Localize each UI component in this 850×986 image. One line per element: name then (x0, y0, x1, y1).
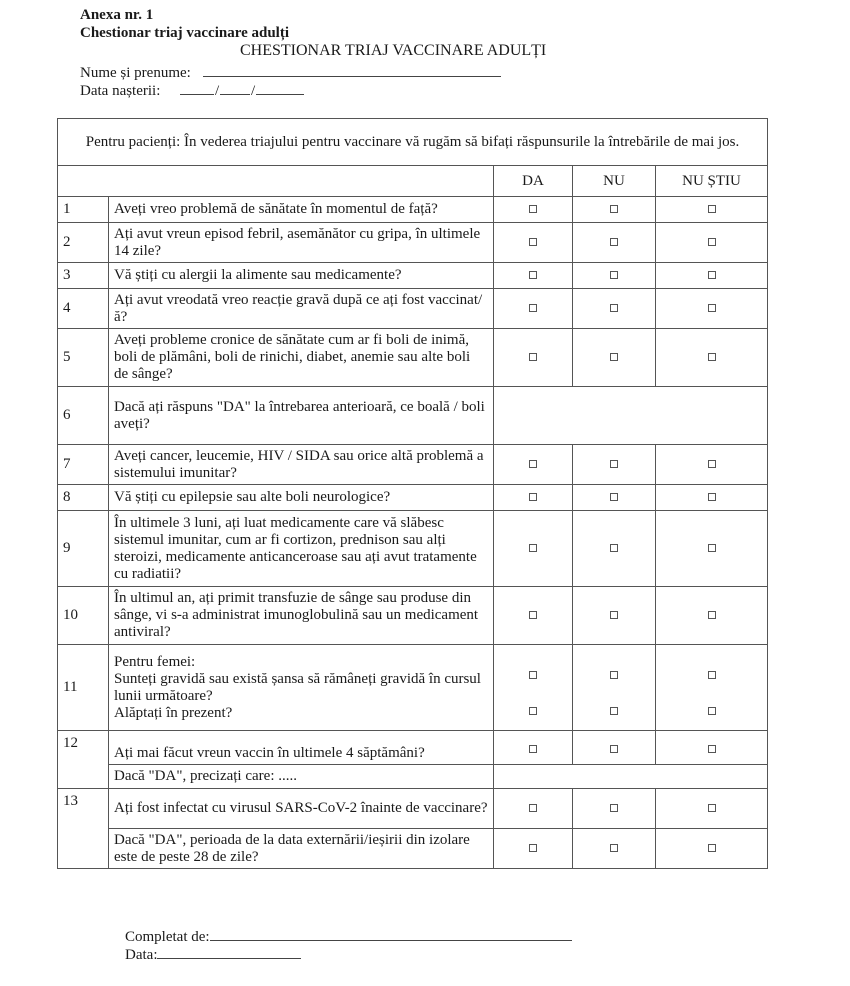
checkbox-icon[interactable] (708, 460, 716, 468)
question-number: 1 (58, 197, 109, 223)
answer-dont-know-cell[interactable] (656, 263, 768, 289)
checkbox-icon[interactable] (529, 707, 537, 715)
checkbox-icon[interactable] (529, 493, 537, 501)
answer-no-cell[interactable] (573, 223, 656, 263)
question-row (58, 289, 768, 329)
checkbox-icon[interactable] (708, 611, 716, 619)
answer-yes-cell[interactable] (494, 329, 573, 387)
completed-by-field[interactable] (210, 926, 572, 941)
question-row (58, 223, 768, 263)
completed-by-label: Completat de: (125, 929, 210, 945)
checkbox-icon[interactable] (610, 460, 618, 468)
name-label: Nume și prenume: (80, 65, 191, 81)
answer-yes-cell[interactable] (494, 197, 573, 223)
answer-dont-know-cell[interactable] (656, 829, 768, 869)
question-text: Ați avut vreodată vreo reacție gravă după ce ați fost vaccinat/ă? (109, 289, 494, 329)
checkbox-icon[interactable] (610, 205, 618, 213)
checkbox-icon[interactable] (529, 745, 537, 753)
document-title: CHESTIONAR TRIAJ VACCINARE ADULȚI (240, 42, 547, 59)
question-text: Ați avut vreun episod febril, asemănător cu gripa, în ultimele 14 zile? (109, 223, 494, 263)
answer-no-cell[interactable] (573, 485, 656, 511)
followup-text: Dacă "DA", precizați care: ..... (109, 765, 494, 789)
checkbox-icon[interactable] (529, 844, 537, 852)
birth-year-field[interactable] (256, 80, 304, 95)
checkbox-icon[interactable] (708, 745, 716, 753)
answer-dont-know-cell[interactable] (656, 329, 768, 387)
answer-yes-cell[interactable] (494, 587, 573, 645)
question-text: Aveți cancer, leucemie, HIV / SIDA sau orice altă problemă a sistemului imunitar? (109, 445, 494, 485)
answer-no-cell[interactable] (573, 511, 656, 587)
question-text: Dacă ați răspuns "DA" la întrebarea anterioară, ce boală / boli aveți? (109, 387, 494, 445)
question-followup-row (58, 829, 768, 869)
checkbox-icon[interactable] (610, 671, 618, 679)
name-row (80, 62, 501, 82)
checkbox-icon[interactable] (708, 707, 716, 715)
checkbox-icon[interactable] (610, 707, 618, 715)
answer-yes-cell[interactable] (494, 445, 573, 485)
date-field[interactable] (157, 944, 301, 959)
answer-dont-know-cell[interactable] (656, 445, 768, 485)
checkbox-icon[interactable] (708, 271, 716, 279)
date-row (125, 944, 301, 964)
document-subtitle: Chestionar triaj vaccinare adulți (80, 25, 290, 41)
question-number: 8 (58, 485, 109, 511)
checkbox-icon[interactable] (610, 745, 618, 753)
answer-no-cell[interactable] (573, 829, 656, 869)
checkbox-icon[interactable] (610, 544, 618, 552)
answer-yes-cell[interactable] (494, 289, 573, 329)
checkbox-icon[interactable] (708, 844, 716, 852)
answer-yes-cell[interactable] (494, 731, 573, 765)
question-number: 11 (58, 645, 109, 731)
vaccine-answer-field[interactable] (494, 765, 768, 789)
checkbox-icon[interactable] (610, 353, 618, 361)
question-number: 6 (58, 387, 109, 445)
question-text: Aveți probleme cronice de sănătate cum ar fi boli de inimă, boli de plămâni, boli de rinichi, diabet, anemie sau alte boli de sânge? (109, 329, 494, 387)
answer-dont-know-cell[interactable] (656, 511, 768, 587)
question-number: 5 (58, 329, 109, 387)
birth-day-field[interactable] (180, 80, 214, 95)
question-text: În ultimele 3 luni, ați luat medicamente care vă slăbesc sistemul imunitar, cum ar fi cortizon, prednison sau alți steroizi, medicamente anticanceroase sau ați avut tratamente cu radiatii? (109, 511, 494, 587)
question-text: Vă știți cu alergii la alimente sau medicamente? (109, 263, 494, 289)
column-header-row (58, 166, 768, 197)
question-row (58, 197, 768, 223)
checkbox-icon[interactable] (708, 671, 716, 679)
checkbox-icon[interactable] (529, 611, 537, 619)
checkbox-icon[interactable] (708, 544, 716, 552)
question-text: Ați mai făcut vreun vaccin în ultimele 4 săptămâni? (109, 731, 494, 765)
answer-yes-cell[interactable] (494, 829, 573, 869)
question-number: 9 (58, 511, 109, 587)
question-row (58, 587, 768, 645)
question-number: 4 (58, 289, 109, 329)
checkbox-icon[interactable] (529, 205, 537, 213)
answer-no-cell[interactable] (573, 789, 656, 829)
question-row (58, 485, 768, 511)
answer-no-cell[interactable] (573, 445, 656, 485)
question-text: Aveți vreo problemă de sănătate în momentul de față? (109, 197, 494, 223)
column-header-no: NU (573, 166, 656, 197)
question-row (58, 445, 768, 485)
checkbox-icon[interactable] (708, 353, 716, 361)
column-header-dont-know: NU ȘTIU (656, 166, 768, 197)
annex-label: Anexa nr. 1 (80, 7, 154, 23)
question-number: 7 (58, 445, 109, 485)
question-row (58, 263, 768, 289)
name-field[interactable] (203, 62, 501, 77)
question-label: Pentru femei: (114, 653, 196, 670)
answer-no-cell[interactable] (573, 645, 656, 731)
birth-date-row (80, 80, 304, 100)
checkbox-icon[interactable] (708, 205, 716, 213)
disease-answer-field[interactable] (494, 387, 768, 445)
intro-text: Pentru pacienți: În vederea triajului pentru vaccinare vă rugăm să bifați răspunsurile la întrebările de mai jos. (58, 119, 768, 166)
answer-dont-know-cell[interactable] (656, 587, 768, 645)
question-row (58, 645, 768, 731)
answer-no-cell[interactable] (573, 587, 656, 645)
answer-dont-know-cell[interactable] (656, 731, 768, 765)
checkbox-icon[interactable] (610, 493, 618, 501)
checkbox-icon[interactable] (529, 460, 537, 468)
checkbox-icon[interactable] (529, 671, 537, 679)
question-number: 2 (58, 223, 109, 263)
triage-questionnaire-table (57, 118, 768, 869)
checkbox-icon[interactable] (708, 304, 716, 312)
question-number: 10 (58, 587, 109, 645)
question-row (58, 329, 768, 387)
answer-dont-know-cell[interactable] (656, 289, 768, 329)
checkbox-icon[interactable] (529, 304, 537, 312)
question-number: 3 (58, 263, 109, 289)
answer-no-cell[interactable] (573, 329, 656, 387)
completed-by-row (125, 926, 572, 946)
answer-yes-cell[interactable] (494, 789, 573, 829)
date-separator: / (215, 83, 220, 99)
question-row (58, 789, 768, 829)
checkbox-icon[interactable] (610, 238, 618, 246)
checkbox-icon[interactable] (708, 238, 716, 246)
answer-yes-cell[interactable] (494, 263, 573, 289)
question-number: 13 (58, 789, 109, 869)
question-text: Vă știți cu epilepsie sau alte boli neurologice? (109, 485, 494, 511)
checkbox-icon[interactable] (610, 611, 618, 619)
birth-month-field[interactable] (220, 80, 250, 95)
checkbox-icon[interactable] (529, 804, 537, 812)
date-label: Data: (125, 947, 158, 963)
checkbox-icon[interactable] (610, 804, 618, 812)
checkbox-icon[interactable] (708, 804, 716, 812)
date-separator: / (251, 83, 256, 99)
checkbox-icon[interactable] (529, 544, 537, 552)
question-text (109, 645, 494, 731)
column-header-yes: DA (494, 166, 573, 197)
question-followup-row (58, 765, 768, 789)
question-number: 12 (58, 731, 109, 789)
checkbox-icon[interactable] (610, 844, 618, 852)
checkbox-icon[interactable] (708, 493, 716, 501)
checkbox-icon[interactable] (529, 238, 537, 246)
question-row (58, 387, 768, 445)
answer-no-cell[interactable] (573, 197, 656, 223)
checkbox-icon[interactable] (610, 304, 618, 312)
answer-yes-cell[interactable] (494, 645, 573, 731)
followup-text: Dacă "DA", perioada de la data externării/ieșirii din izolare este de peste 28 de zile? (109, 829, 494, 869)
answer-dont-know-cell[interactable] (656, 645, 768, 731)
question-text: În ultimul an, ați primit transfuzie de sânge sau produse din sânge, vi s-a administrat imunoglobulină sau un medicament antiviral? (109, 587, 494, 645)
question-text-pregnancy: Sunteți gravidă sau există șansa să rămâneți gravidă în cursul lunii următoare? (114, 670, 481, 704)
question-text: Ați fost infectat cu virusul SARS-CoV-2 înainte de vaccinare? (109, 789, 494, 829)
question-text-breastfeeding: Alăptați în prezent? (114, 704, 233, 721)
intro-row (58, 119, 768, 166)
answer-yes-cell[interactable] (494, 223, 573, 263)
answer-no-cell[interactable] (573, 289, 656, 329)
checkbox-icon[interactable] (610, 271, 618, 279)
question-row (58, 731, 768, 765)
answer-dont-know-cell[interactable] (656, 789, 768, 829)
answer-dont-know-cell[interactable] (656, 485, 768, 511)
answer-dont-know-cell[interactable] (656, 223, 768, 263)
answer-yes-cell[interactable] (494, 511, 573, 587)
answer-no-cell[interactable] (573, 731, 656, 765)
answer-dont-know-cell[interactable] (656, 197, 768, 223)
question-row (58, 511, 768, 587)
answer-no-cell[interactable] (573, 263, 656, 289)
question-header-empty (58, 166, 494, 197)
checkbox-icon[interactable] (529, 353, 537, 361)
answer-yes-cell[interactable] (494, 485, 573, 511)
birth-date-label: Data nașterii: (80, 83, 161, 99)
checkbox-icon[interactable] (529, 271, 537, 279)
